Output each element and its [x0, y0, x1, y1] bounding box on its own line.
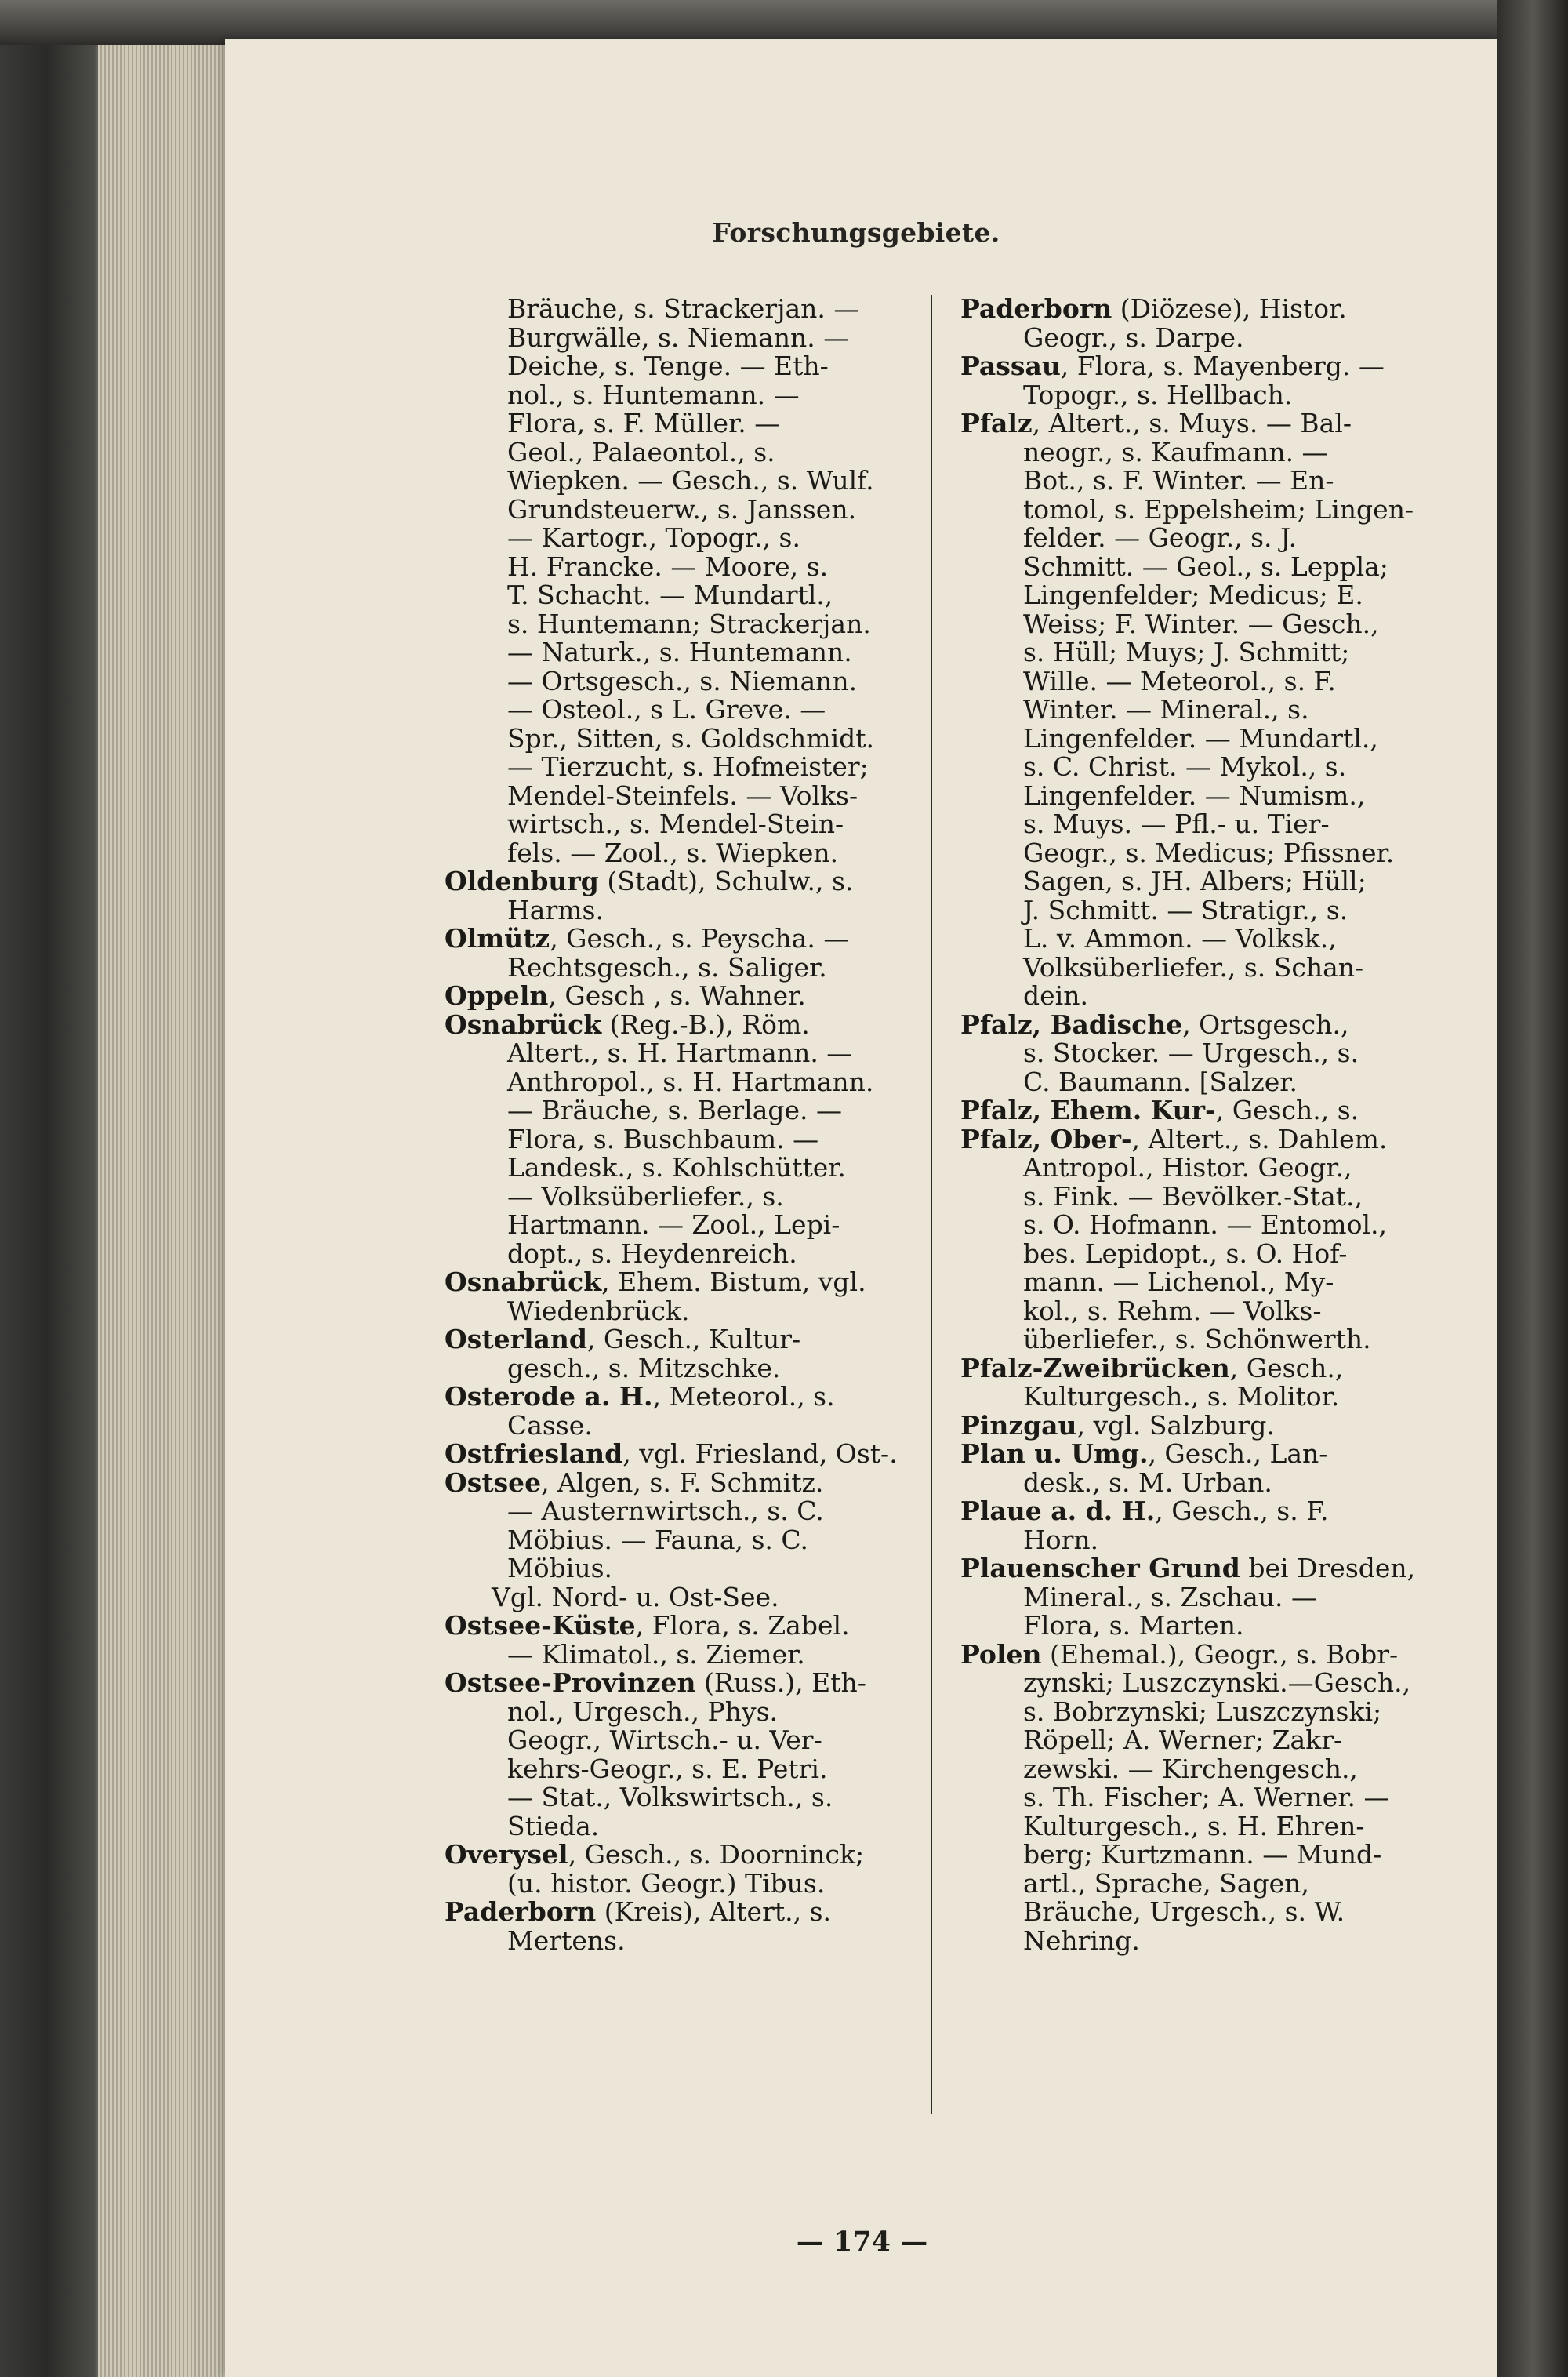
index-entry-text: Wiepken. — Gesch., s. Wulf. [507, 465, 874, 496]
index-entry-text: Bot., s. F. Winter. — En- [1023, 465, 1334, 496]
index-headword: Ostsee-Küste [445, 1610, 636, 1641]
index-entry-text: Weiss; F. Winter. — Gesch., [1023, 608, 1379, 639]
index-entry-line [960, 753, 1568, 782]
index-entry-text: Lingenfelder; Medicus; E. [1023, 580, 1363, 610]
index-entry-text: Spr., Sitten, s. Goldschmidt. [507, 722, 875, 754]
index-entry-text: gesch., s. Mitzschke. [507, 1352, 781, 1383]
index-entry-text: , Gesch., s. [1215, 1095, 1359, 1125]
index-entry-text: , vgl. Salzburg. [1076, 1409, 1275, 1441]
index-headword: Pfalz-Zweibrücken [960, 1352, 1230, 1383]
index-headword: Osnabrück [445, 1267, 602, 1297]
index-entry-text: Topogr., s. Hellbach. [1023, 379, 1293, 410]
index-entry-text: Casse. [507, 1409, 593, 1441]
index-entry-text: , Altert., s. Dahlem. [1131, 1123, 1388, 1154]
index-entry-text: tomol, s. Eppelsheim; Lingen- [1023, 493, 1414, 525]
index-entry-text: mann. — Lichenol., My- [1023, 1267, 1334, 1297]
index-entry-text: berg; Kurtzmann. — Mund- [1023, 1839, 1382, 1870]
index-entry-text: — Osteol., s L. Greve. — [507, 694, 826, 725]
index-entry-text: (u. histor. Geogr.) Tibus. [507, 1867, 826, 1899]
index-entry-text: — Volksüberliefer., s. [507, 1180, 784, 1212]
index-entry-text: Mendel-Steinfels. — Volks- [507, 780, 858, 811]
index-entry-headword-line [960, 295, 1568, 324]
index-entry-line [960, 553, 1568, 582]
index-entry-text: s. C. Christ. — Mykol., s. [1023, 751, 1347, 782]
index-entry-line [960, 438, 1568, 467]
index-entry-headword-line [960, 1497, 1568, 1526]
index-entry-text: artl., Sprache, Sagen, [1023, 1867, 1309, 1899]
index-headword: Polen [960, 1638, 1042, 1670]
index-entry-headword-line [960, 1011, 1568, 1040]
index-entry-text: Röpell; A. Werner; Zakr- [1023, 1725, 1343, 1755]
index-entry-text: Altert., s. H. Hartmann. — [507, 1038, 853, 1068]
index-entry-line [960, 1526, 1568, 1555]
index-entry-text: Kulturgesch., s. H. Ehren- [1023, 1810, 1365, 1841]
index-headword: Plan u. Umg. [960, 1438, 1149, 1469]
index-headword: Olmütz [445, 923, 550, 954]
index-entry-line [960, 1812, 1568, 1841]
index-entry-text: Mertens. [507, 1924, 626, 1956]
index-entry-text: s. Bobrzynski; Luszczynski; [1023, 1696, 1382, 1727]
index-entry-text: , vgl. Friesland, Ost-. [622, 1438, 898, 1469]
index-entry-text: , Gesch., Kultur- [586, 1324, 801, 1354]
index-entry-line [960, 610, 1568, 639]
index-entry-text: Stieda. [507, 1810, 600, 1841]
index-headword: Ostfriesland [445, 1438, 623, 1469]
index-entry-text: Geogr., Wirtsch.- u. Ver- [507, 1725, 822, 1755]
index-headword: Pfalz, Badische [960, 1009, 1183, 1040]
index-entry-text: Deiche, s. Tenge. — Eth- [507, 351, 829, 381]
index-headword: Paderborn [960, 293, 1112, 324]
index-entry-text: bes. Lepidopt., s. O. Hof- [1023, 1238, 1348, 1269]
index-entry-line [960, 1612, 1568, 1641]
index-entry-line [960, 982, 1568, 1011]
index-entry-line [960, 1755, 1568, 1784]
index-entry-text: , Gesch., [1229, 1352, 1344, 1383]
index-headword: Pfalz, Ehem. Kur- [960, 1095, 1216, 1125]
index-entry-line [960, 1867, 1568, 1899]
index-entry-text: Sagen, s. JH. Albers; Hüll; [1023, 866, 1367, 896]
index-entry-text: nol., s. Huntemann. — [507, 379, 800, 410]
index-entry-text: Möbius. — Fauna, s. C. [507, 1524, 808, 1555]
index-entry-text: s. Th. Fischer; A. Werner. — [1023, 1782, 1390, 1812]
index-entry-text: zewski. — Kirchengesch., [1023, 1753, 1358, 1784]
index-entry-text: (Russ.), Eth- [695, 1667, 866, 1698]
index-entry-text: s. Stocker. — Urgesch., s. [1023, 1038, 1359, 1068]
index-headword: Pfalz [960, 408, 1033, 438]
index-entry-text: überliefer., s. Schönwerth. [1023, 1324, 1371, 1354]
column-divider [931, 295, 932, 2114]
index-entry-text: C. Baumann. [Salzer. [1023, 1066, 1298, 1097]
index-entry-text: Geogr., s. Medicus; Pfissner. [1023, 837, 1395, 868]
index-entry-text: , Flora, s. Mayenberg. — [1060, 351, 1385, 381]
index-entry-line [960, 1669, 1568, 1698]
index-headword: Ostsee-Provinzen [445, 1667, 696, 1698]
index-entry-line [960, 493, 1568, 525]
right-column [960, 295, 1568, 1955]
index-entry-text: , Meteorol., s. [652, 1381, 835, 1412]
index-entry-headword-line [960, 1354, 1568, 1383]
index-entry-line [960, 1039, 1568, 1068]
index-entry-line [960, 722, 1568, 754]
index-entry-text: Landesk., s. Kohlschütter. [507, 1152, 846, 1183]
index-entry-text: fels. — Zool., s. Wiepken. [507, 837, 839, 868]
index-entry-text: T. Schacht. — Mundartl., [507, 580, 833, 610]
index-entry-line [960, 1325, 1568, 1354]
index-entry-text: Horn. [1023, 1524, 1099, 1555]
index-entry-text: s. Muys. — Pfl.- u. Tier- [1023, 809, 1330, 839]
index-entry-line [960, 467, 1568, 496]
index-entry-text: , Gesch., s. Peyscha. — [550, 923, 850, 954]
index-entry-text: Vgl. Nord- u. Ost-See. [492, 1581, 779, 1612]
index-entry-line [960, 951, 1568, 983]
index-entry-text: — Austernwirtsch., s. C. [507, 1496, 824, 1526]
index-entry-text: s. Huntemann; Strackerjan. [507, 608, 871, 639]
index-entry-line [960, 1268, 1568, 1297]
index-entry-text: Harms. [507, 894, 604, 925]
index-entry-text: , Gesch., s. F. [1155, 1496, 1329, 1526]
index-entry-text: Volksüberliefer., s. Schan- [1023, 951, 1364, 983]
index-headword: Oppeln [445, 980, 549, 1011]
index-headword: Osterland [445, 1324, 587, 1354]
index-entry-text: Bräuche, s. Strackerjan. — [507, 293, 860, 324]
index-entry-text: — Ortsgesch., s. Niemann. [507, 665, 858, 696]
index-entry-text: Flora, s. Buschbaum. — [507, 1123, 819, 1154]
index-entry-text: Antropol., Histor. Geogr., [1023, 1152, 1352, 1183]
index-headword: Passau [960, 351, 1061, 381]
index-entry-text: , Gesch., Lan- [1148, 1438, 1328, 1469]
index-headword: Osnabrück [445, 1009, 602, 1040]
index-entry-headword-line [960, 1409, 1568, 1441]
index-entry-line [960, 1783, 1568, 1812]
index-entry-line [960, 1240, 1568, 1269]
index-entry-headword-line [960, 409, 1568, 438]
index-entry-text: , Gesch., s. Doorninck; [568, 1839, 865, 1870]
index-entry-text: Möbius. [507, 1553, 613, 1583]
index-entry-line [960, 839, 1568, 868]
index-entry-text: — Bräuche, s. Berlage. — [507, 1095, 843, 1125]
index-entry-headword-line [960, 1554, 1568, 1583]
page-header: Forschungsgebiete. [712, 217, 1000, 248]
index-entry-headword-line [960, 1638, 1568, 1670]
index-entry-line [960, 638, 1568, 667]
index-entry-text: — Klimatol., s. Ziemer. [507, 1638, 805, 1670]
index-entry-line [960, 867, 1568, 896]
index-entry-text: Lingenfelder. — Numism., [1023, 780, 1366, 811]
book-page [225, 39, 1497, 2377]
index-entry-text: L. v. Ammon. — Volksk., [1023, 923, 1337, 954]
index-entry-line [960, 1583, 1568, 1612]
index-entry-line [960, 581, 1568, 610]
index-entry-text: J. Schmitt. — Stratigr., s. [1023, 894, 1348, 925]
index-entry-text: — Tierzucht, s. Hofmeister; [507, 751, 869, 782]
index-entry-text: Anthropol., s. H. Hartmann. [507, 1066, 874, 1097]
index-entry-text: (Kreis), Altert., s. [596, 1896, 832, 1927]
index-entry-line [960, 324, 1568, 353]
index-entry-text: Grundsteuerw., s. Janssen. [507, 493, 857, 525]
index-entry-headword-line [960, 352, 1568, 381]
index-headword: Plaue a. d. H. [960, 1496, 1156, 1526]
page-edges [98, 45, 227, 2377]
index-entry-text: kol., s. Rehm. — Volks- [1023, 1295, 1322, 1326]
index-headword: Ostsee [445, 1467, 542, 1498]
index-entry-text: — Naturk., s. Huntemann. [507, 637, 852, 667]
index-entry-text: , Ehem. Bistum, vgl. [601, 1267, 866, 1297]
index-entry-text: Schmitt. — Geol., s. Leppla; [1023, 551, 1388, 582]
index-entry-text: (Stadt), Schulw., s. [598, 866, 854, 896]
index-entry-text: bei Dresden, [1240, 1553, 1416, 1583]
index-entry-line [960, 810, 1568, 839]
index-entry-text: desk., s. M. Urban. [1023, 1467, 1272, 1498]
index-entry-text: , Ortsgesch., [1182, 1009, 1349, 1040]
index-entry-text: (Reg.-B.), Röm. [601, 1009, 810, 1040]
index-entry-line [960, 1383, 1568, 1412]
index-entry-text: Lingenfelder. — Mundartl., [1023, 722, 1378, 754]
index-entry-headword-line [960, 1096, 1568, 1125]
page-number: — 174 — [796, 2226, 928, 2258]
index-entry-line [960, 381, 1568, 410]
index-headword: Pfalz, Ober- [960, 1123, 1132, 1154]
index-entry-text: Hartmann. — Zool., Lepi- [507, 1209, 840, 1240]
index-entry-line [960, 1180, 1568, 1212]
index-entry-line [960, 1154, 1568, 1183]
index-entry-text: dein. [1023, 980, 1088, 1011]
index-entry-line [960, 1924, 1568, 1956]
index-entry-line [960, 1698, 1568, 1727]
index-entry-text: s. Hüll; Muys; J. Schmitt; [1023, 637, 1350, 667]
index-entry-line [960, 1726, 1568, 1755]
index-entry-text: (Ehemal.), Geogr., s. Bobr- [1041, 1638, 1399, 1670]
index-entry-line [960, 1469, 1568, 1498]
index-entry-headword-line [960, 1440, 1568, 1469]
index-entry-text: felder. — Geogr., s. J. [1023, 522, 1298, 553]
index-entry-text: , Algen, s. F. Schmitz. [541, 1467, 824, 1498]
index-entry-text: s. Fink. — Bevölker.-Stat., [1023, 1180, 1363, 1212]
index-entry-text: , Flora, s. Zabel. [635, 1610, 850, 1641]
index-entry-text: Geol., Palaeontol., s. [507, 436, 775, 467]
index-entry-text: neogr., s. Kaufmann. — [1023, 436, 1328, 467]
index-entry-text: Nehring. [1023, 1924, 1140, 1956]
index-entry-headword-line [960, 1125, 1568, 1154]
index-entry-text: Rechtsgesch., s. Saliger. [507, 951, 827, 983]
index-headword: Plauenscher Grund [960, 1553, 1240, 1583]
index-headword: Oldenburg [445, 866, 599, 896]
index-entry-line [960, 1068, 1568, 1097]
index-entry-line [960, 1211, 1568, 1240]
index-entry-text: Flora, s. F. Müller. — [507, 408, 781, 438]
index-entry-line [960, 524, 1568, 553]
index-entry-text: zynski; Luszczynski.—Gesch., [1023, 1667, 1411, 1698]
index-entry-text: (Diözese), Histor. [1112, 293, 1347, 324]
index-entry-text: — Stat., Volkswirtsch., s. [507, 1782, 833, 1812]
index-entry-text: Mineral., s. Zschau. — [1023, 1581, 1318, 1612]
index-entry-text: Kulturgesch., s. Molitor. [1023, 1381, 1340, 1412]
index-entry-line [960, 925, 1568, 954]
index-entry-text: Bräuche, Urgesch., s. W. [1023, 1896, 1345, 1927]
index-entry-text: wirtsch., s. Mendel-Stein- [507, 809, 844, 839]
index-entry-text: Geogr., s. Darpe. [1023, 322, 1244, 353]
index-headword: Overysel [445, 1839, 568, 1870]
index-entry-line [960, 896, 1568, 925]
index-entry-line [960, 1841, 1568, 1870]
index-entry-line [960, 1898, 1568, 1927]
index-entry-text: s. O. Hofmann. — Entomol., [1023, 1209, 1387, 1240]
index-entry-line [960, 1297, 1568, 1326]
index-entry-text: , Altert., s. Muys. — Bal- [1032, 408, 1352, 438]
index-entry-line [960, 696, 1568, 725]
index-entry-text: Wiedenbrück. [507, 1295, 690, 1326]
index-entry-line [960, 667, 1568, 696]
index-entry-text: — Kartogr., Topogr., s. [507, 522, 800, 553]
index-headword: Paderborn [445, 1896, 597, 1927]
index-headword: Pinzgau [960, 1409, 1077, 1441]
index-headword: Osterode a. H. [445, 1381, 653, 1412]
index-entry-text: Winter. — Mineral., s. [1023, 694, 1309, 725]
index-entry-text: Wille. — Meteorol., s. F. [1023, 665, 1336, 696]
index-entry-text: Burgwälle, s. Niemann. — [507, 322, 850, 353]
index-entry-text: H. Francke. — Moore, s. [507, 551, 829, 582]
index-entry-text: , Gesch , s. Wahner. [548, 980, 806, 1011]
index-entry-text: Flora, s. Marten. [1023, 1610, 1244, 1641]
index-entry-line [960, 782, 1568, 811]
index-entry-text: nol., Urgesch., Phys. [507, 1696, 779, 1727]
index-entry-text: dopt., s. Heydenreich. [507, 1238, 797, 1269]
index-entry-text: kehrs-Geogr., s. E. Petri. [507, 1753, 828, 1784]
